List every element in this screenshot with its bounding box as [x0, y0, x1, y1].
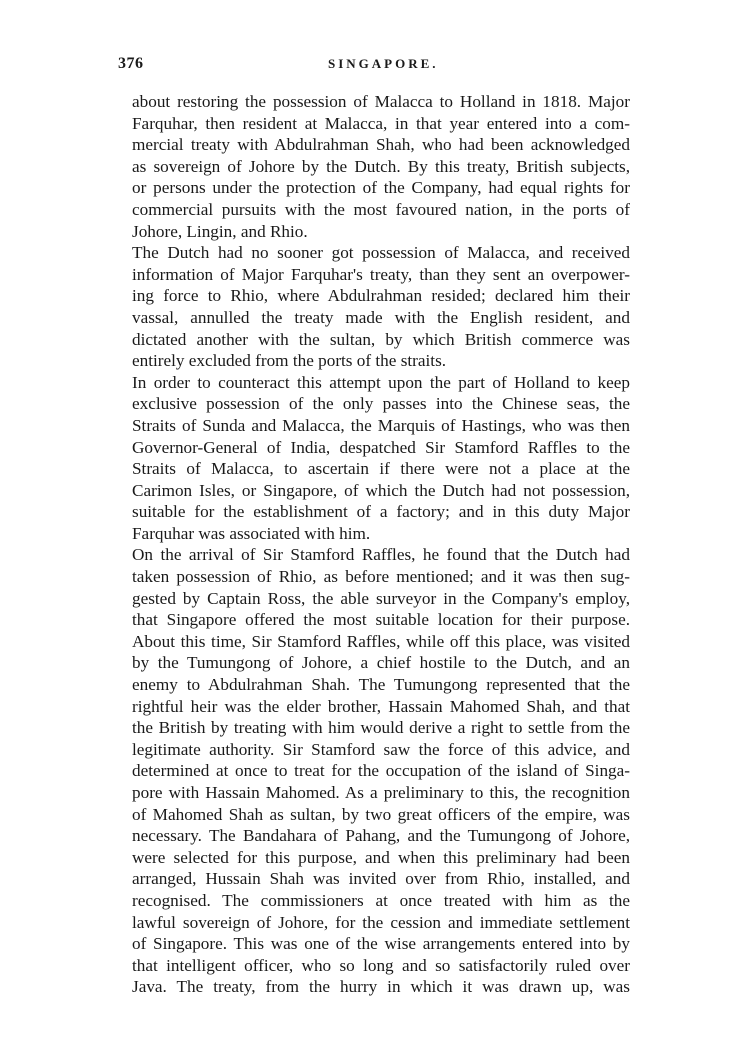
- text-line: of Mahomed Shah as sultan, by two great officers of the empire, was: [132, 804, 630, 824]
- text-line: vassal, annulled the treaty made with the English resident, and: [132, 307, 630, 327]
- text-line: Straits of Malacca, to ascertain if there were not a place at the: [132, 459, 630, 479]
- text-line: Governor-General of India, despatched Sir Stamford Raffles to the: [132, 437, 630, 457]
- text-line: suitable for the establishment of a factory; and in this duty Major: [132, 502, 630, 522]
- text-line: lawful sovereign of Johore, for the cession and immediate settlement: [132, 912, 630, 932]
- text-line: ing force to Rhio, where Abdulrahman resided; declared him their: [132, 286, 630, 306]
- text-line: Farquhar, then resident at Malacca, in that year entered into a com-: [132, 113, 630, 133]
- text-line: enemy to Abdulrahman Shah. The Tumungong represented that the: [132, 675, 630, 695]
- text-line: that intelligent officer, who so long and so satisfactorily ruled over: [132, 955, 630, 975]
- text-line: Farquhar was associated with him.: [132, 523, 371, 543]
- text-line: determined at once to treat for the occupation of the island of Singa-: [132, 761, 630, 781]
- page-header: [118, 55, 638, 79]
- text-line: commercial pursuits with the most favoured nation, in the ports of: [132, 199, 630, 219]
- text-line: mercial treaty with Abdulrahman Shah, who had been acknowledged: [132, 135, 630, 155]
- text-line: necessary. The Bandahara of Pahang, and the Tumungong of Johore,: [132, 826, 630, 846]
- text-line: On the arrival of Sir Stamford Raffles, he found that the Dutch had: [132, 545, 630, 565]
- text-line: dictated another with the sultan, by which British commerce was: [132, 329, 630, 349]
- text-line: Johore, Lingin, and Rhio.: [132, 221, 308, 241]
- running-head: SINGAPORE.: [328, 56, 439, 71]
- text-line: exclusive possession of the only passes into the Chinese seas, the: [132, 394, 630, 414]
- text-line: Straits of Sunda and Malacca, the Marquis of Hastings, who was then: [132, 415, 630, 435]
- body-text: [132, 91, 630, 998]
- text-line: by the Tumungong of Johore, a chief hostile to the Dutch, and an: [132, 653, 630, 673]
- text-line: that Singapore offered the most suitable location for their purpose.: [132, 610, 630, 630]
- text-line: recognised. The commissioners at once treated with him as the: [132, 890, 630, 910]
- text-line: About this time, Sir Stamford Raffles, while off this place, was visited: [132, 631, 630, 651]
- text-line: pore with Hassain Mahomed. As a preliminary to this, the recognition: [132, 783, 630, 802]
- text-line: The Dutch had no sooner got possession of Malacca, and received: [132, 243, 630, 263]
- text-line: legitimate authority. Sir Stamford saw the force of this advice, and: [132, 739, 630, 759]
- text-line: the British by treating with him would derive a right to settle from the: [132, 718, 630, 738]
- text-line: In order to counteract this attempt upon the part of Holland to keep: [132, 372, 630, 392]
- text-line: as sovereign of Johore by the Dutch. By this treaty, British subjects,: [132, 156, 630, 176]
- text-line: rightful heir was the elder brother, Hassain Mahomed Shah, and that: [132, 696, 630, 716]
- page-number: 376: [118, 55, 144, 72]
- text-line: gested by Captain Ross, the able surveyor in the Company's employ,: [132, 588, 630, 608]
- text-line: arranged, Hussain Shah was invited over from Rhio, installed, and: [132, 869, 630, 889]
- text-line: about restoring the possession of Malacca to Holland in 1818. Major: [132, 92, 630, 111]
- text-line: or persons under the protection of the Company, had equal rights for: [132, 178, 630, 198]
- text-line: of Singapore. This was one of the wise arrangements entered into by: [132, 934, 630, 954]
- text-line: Carimon Isles, or Singapore, of which the Dutch had not possession,: [132, 480, 630, 500]
- text-line: Java. The treaty, from the hurry in which it was drawn up, was: [132, 977, 630, 997]
- text-line: information of Major Farquhar's treaty, than they sent an overpower-: [132, 264, 630, 284]
- text-line: taken possession of Rhio, as before mentioned; and it was then sug-: [132, 567, 630, 587]
- text-line: were selected for this purpose, and when this preliminary had been: [132, 847, 630, 867]
- text-line: entirely excluded from the ports of the straits.: [132, 351, 447, 371]
